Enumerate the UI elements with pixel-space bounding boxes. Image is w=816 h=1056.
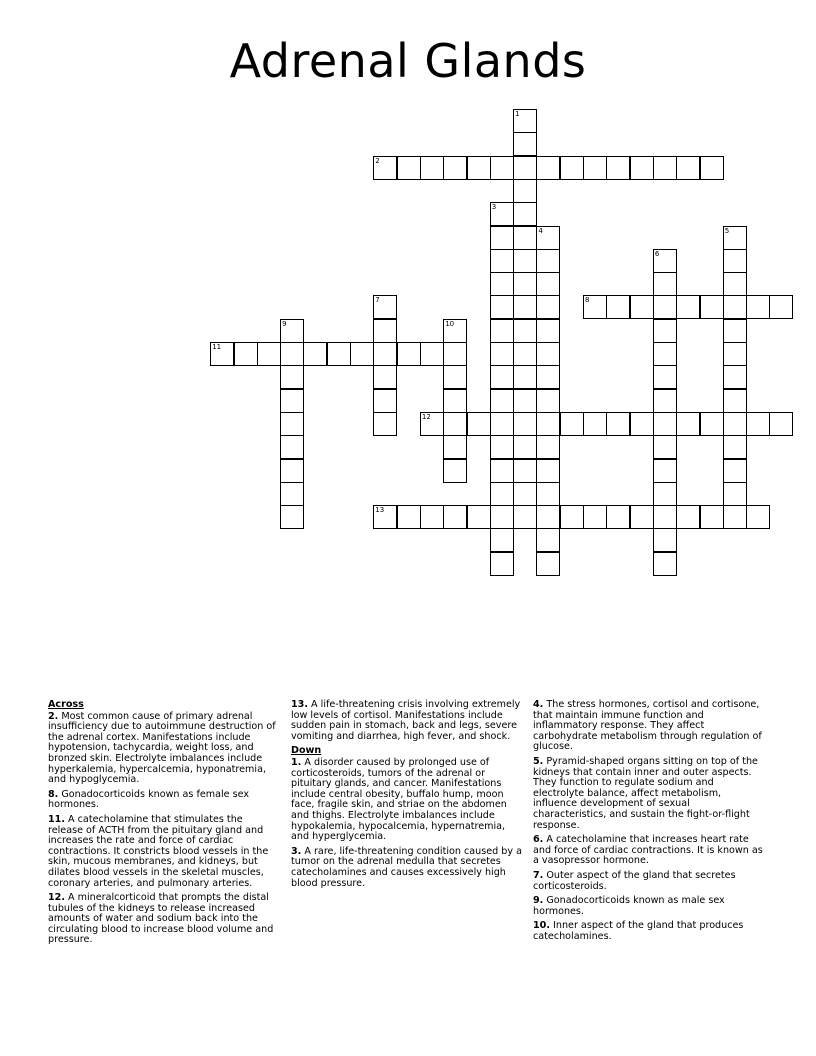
crossword-cell[interactable] — [443, 412, 467, 436]
crossword-cell[interactable] — [536, 505, 560, 529]
clue-number: 3 — [491, 203, 497, 212]
across-heading: Across — [48, 699, 84, 710]
clue-item — [48, 893, 280, 946]
clue-item — [533, 921, 765, 942]
crossword-cell[interactable] — [746, 295, 770, 319]
crossword-cell[interactable] — [653, 552, 677, 576]
crossword-cell[interactable] — [653, 412, 677, 436]
crossword-cell[interactable] — [490, 412, 514, 436]
crossword-cell[interactable] — [513, 505, 537, 529]
crossword-cell[interactable] — [490, 528, 514, 552]
crossword-cell[interactable] — [583, 412, 607, 436]
crossword-cell[interactable] — [513, 342, 537, 366]
crossword-cell[interactable] — [536, 295, 560, 319]
crossword-cell[interactable] — [443, 505, 467, 529]
clue-number-label: 7. — [533, 869, 544, 881]
crossword-cell[interactable] — [443, 459, 467, 483]
crossword-cell[interactable] — [653, 319, 677, 343]
crossword-cell[interactable] — [723, 249, 747, 273]
crossword-cell[interactable] — [769, 295, 793, 319]
crossword-cell[interactable] — [536, 249, 560, 273]
crossword-cell[interactable] — [653, 389, 677, 413]
crossword-cell[interactable] — [536, 552, 560, 576]
crossword-cell[interactable] — [513, 249, 537, 273]
crossword-cell[interactable] — [280, 319, 304, 343]
clue-item — [533, 871, 765, 892]
crossword-cell[interactable] — [490, 295, 514, 319]
crossword-cell[interactable] — [513, 272, 537, 296]
crossword-cell[interactable] — [653, 249, 677, 273]
crossword-cell[interactable] — [653, 295, 677, 319]
crossword-cell[interactable] — [280, 342, 304, 366]
crossword-cell[interactable] — [280, 389, 304, 413]
crossword-cell[interactable] — [653, 156, 677, 180]
crossword-cell[interactable] — [490, 156, 514, 180]
crossword-cell[interactable] — [653, 505, 677, 529]
crossword-cell[interactable] — [723, 295, 747, 319]
crossword-cell[interactable] — [490, 202, 514, 226]
clue-number: 1 — [515, 110, 520, 118]
clue-text: Gonadocorticoids known as male sex hormones. — [533, 895, 725, 917]
crossword-cell[interactable] — [653, 482, 677, 506]
crossword-cell[interactable] — [280, 365, 304, 389]
clue-item — [291, 700, 523, 742]
crossword-cell[interactable] — [280, 482, 304, 506]
crossword-cell[interactable] — [443, 389, 467, 413]
clue-text: A catecholamine that increases heart rate and force of cardiac contractions. It is known as a vasopressor hormone. — [533, 834, 763, 867]
crossword-cell[interactable] — [420, 412, 444, 436]
clues-column-1 — [48, 700, 280, 950]
crossword-cell[interactable] — [560, 505, 584, 529]
crossword-cell[interactable] — [723, 505, 747, 529]
crossword-cell[interactable] — [257, 342, 281, 366]
clue-number-label: 8. — [48, 788, 59, 800]
clue-number-label: 12. — [48, 892, 65, 904]
crossword-cell[interactable] — [583, 505, 607, 529]
crossword-cell[interactable] — [606, 505, 630, 529]
clue-text: A life-threatening crisis involving extremely low levels of cortisol. Manifestations include sudden pain in stomach, back and legs, severe vomiting and diarrhea, high fever, and shock. — [291, 699, 521, 742]
clue-item — [533, 757, 765, 831]
clue-number-label: 6. — [533, 834, 544, 846]
crossword-cell[interactable] — [723, 342, 747, 366]
crossword-cell[interactable] — [490, 435, 514, 459]
crossword-cell[interactable] — [769, 412, 793, 436]
crossword-cell[interactable] — [630, 412, 654, 436]
crossword-cell[interactable] — [723, 226, 747, 250]
crossword-cell[interactable] — [490, 482, 514, 506]
clue-number: 9 — [282, 319, 287, 328]
clue-number-label: 4. — [533, 699, 544, 710]
crossword-cell[interactable] — [700, 156, 724, 180]
clue-text: The stress hormones, cortisol and cortisone, that maintain immune function and inflammatory response. They affect carbohydrate metabolism through regulation of glucose. — [533, 699, 762, 753]
clues-column-2 — [291, 700, 523, 893]
clue-number: 2 — [375, 156, 380, 165]
clue-number-label: 13. — [291, 699, 308, 710]
clue-item — [48, 815, 280, 889]
crossword-cell[interactable] — [397, 342, 421, 366]
clue-number: 4 — [538, 226, 543, 235]
down-heading: Down — [291, 745, 322, 757]
clue-text: Inner aspect of the gland that produces catecholamines. — [533, 920, 744, 942]
crossword-cell[interactable] — [653, 528, 677, 552]
crossword-cell[interactable] — [327, 342, 351, 366]
crossword-cell[interactable] — [676, 412, 700, 436]
clue-number-label: 11. — [48, 813, 65, 825]
crossword-cell[interactable] — [210, 342, 234, 366]
clue-number: 6 — [654, 249, 660, 258]
crossword-cell[interactable] — [606, 295, 630, 319]
clue-item — [533, 700, 765, 753]
crossword-cell[interactable] — [490, 505, 514, 529]
crossword-cell[interactable] — [536, 389, 560, 413]
crossword-cell[interactable] — [536, 319, 560, 343]
crossword-cell[interactable] — [303, 342, 327, 366]
crossword-cell[interactable] — [700, 295, 724, 319]
crossword-cell[interactable] — [350, 342, 374, 366]
crossword-cell[interactable] — [443, 156, 467, 180]
crossword-cell[interactable] — [513, 459, 537, 483]
crossword-cell[interactable] — [653, 342, 677, 366]
crossword-cell[interactable] — [513, 389, 537, 413]
crossword-cell[interactable] — [700, 505, 724, 529]
crossword-cell[interactable] — [490, 226, 514, 250]
crossword-cell[interactable] — [723, 482, 747, 506]
clue-text: Most common cause of primary adrenal insufficiency due to autoimmune destruction of the adrenal cortex. Manifestations include hypotension, tachycardia, weight loss, and bronzed skin. Electrolyte imbalances include hyperkalemia, hypercalcemia, hyponatremia, and hypoglycemia. — [48, 710, 276, 786]
crossword-cell[interactable] — [490, 342, 514, 366]
crossword-cell[interactable] — [513, 179, 537, 203]
clue-item — [48, 712, 280, 786]
crossword-cell[interactable] — [536, 435, 560, 459]
crossword-cell[interactable] — [513, 226, 537, 250]
crossword-cell[interactable] — [536, 342, 560, 366]
clue-number: 5 — [724, 226, 730, 235]
crossword-cell[interactable] — [536, 365, 560, 389]
crossword-cell[interactable] — [536, 412, 560, 436]
crossword-cell[interactable] — [630, 505, 654, 529]
crossword-cell[interactable] — [397, 505, 421, 529]
crossword-cell[interactable] — [676, 295, 700, 319]
clue-number: 7 — [375, 296, 380, 305]
crossword-cell[interactable] — [490, 552, 514, 576]
crossword-cell[interactable] — [630, 295, 654, 319]
crossword-cell[interactable] — [723, 319, 747, 343]
crossword-cell[interactable] — [536, 459, 560, 483]
crossword-cell[interactable] — [373, 156, 397, 180]
crossword-cell[interactable] — [513, 365, 537, 389]
crossword-cell[interactable] — [490, 272, 514, 296]
crossword-cell[interactable] — [746, 505, 770, 529]
crossword-cell[interactable] — [536, 226, 560, 250]
crossword-cell[interactable] — [723, 412, 747, 436]
crossword-cell[interactable] — [373, 342, 397, 366]
crossword-cell[interactable] — [280, 505, 304, 529]
crossword-cell[interactable] — [490, 459, 514, 483]
clue-number-label: 2. — [48, 710, 59, 722]
crossword-cell[interactable] — [443, 342, 467, 366]
crossword-cell[interactable] — [583, 156, 607, 180]
clue-text: A catecholamine that stimulates the release of ACTH from the pituitary gland and increases the rate and force of cardiac contractions. It constricts blood vessels in the skin, mucous membranes, and kidneys, but dilates blood vessels in the skeletal muscles, coronary arteries, and pulmonary arteries. — [48, 813, 269, 889]
clue-number: 10 — [445, 319, 455, 328]
crossword-cell[interactable] — [443, 435, 467, 459]
clue-item — [533, 835, 765, 867]
clue-number: 8 — [585, 296, 590, 305]
crossword-cell[interactable] — [467, 412, 491, 436]
crossword-cell[interactable] — [443, 319, 467, 343]
page-title: Adrenal Glands — [229, 34, 587, 88]
clue-text: A disorder caused by prolonged use of corticosteroids, tumors of the adrenal or pituitary glands, and cancer. Manifestations include central obesity, buffalo hump, moon face, fragile skin, and striae on the abdomen and thighs. Electrolyte imbalances include hypokalemia, hypocalcemia, hypernatremia, and hyperglycemia. — [291, 756, 507, 843]
crossword-cell[interactable] — [676, 156, 700, 180]
crossword-cell[interactable] — [467, 156, 491, 180]
crossword-cell[interactable] — [700, 412, 724, 436]
crossword-cell[interactable] — [653, 272, 677, 296]
crossword-cell[interactable] — [723, 459, 747, 483]
crossword-cell[interactable] — [746, 412, 770, 436]
crossword-cell[interactable] — [536, 156, 560, 180]
crossword-cell[interactable] — [490, 319, 514, 343]
crossword-cell[interactable] — [443, 365, 467, 389]
crossword-cell[interactable] — [234, 342, 258, 366]
crossword-cell[interactable] — [723, 435, 747, 459]
crossword-cell[interactable] — [373, 365, 397, 389]
clue-number-label: 1. — [291, 756, 302, 768]
crossword-cell[interactable] — [606, 156, 630, 180]
crossword-cell[interactable] — [606, 412, 630, 436]
crossword-cell[interactable] — [653, 365, 677, 389]
crossword-cell[interactable] — [513, 435, 537, 459]
crossword-cell[interactable] — [653, 435, 677, 459]
crossword-cell[interactable] — [397, 156, 421, 180]
clue-number-label: 5. — [533, 755, 544, 767]
clue-item — [291, 847, 523, 889]
crossword-cell[interactable] — [490, 365, 514, 389]
crossword-cell[interactable] — [420, 342, 444, 366]
clue-text: Pyramid-shaped organs sitting on top of the kidneys that contain inner and outer aspects. They function to regulate sodium and electrolyte balance, affect metabolism, influence development of sexual characteristics, and sustain the fight-or-flight response. — [533, 755, 758, 831]
crossword-cell[interactable] — [513, 202, 537, 226]
clue-number-label: 10. — [533, 920, 550, 932]
crossword-cell[interactable] — [560, 412, 584, 436]
crossword-cell[interactable] — [723, 365, 747, 389]
crossword-cell[interactable] — [583, 295, 607, 319]
clue-number: 11 — [212, 343, 222, 351]
crossword-cell[interactable] — [280, 435, 304, 459]
crossword-cell[interactable] — [280, 459, 304, 483]
crossword-cell[interactable] — [513, 132, 537, 156]
crossword-cell[interactable] — [373, 295, 397, 319]
clue-number: 13 — [375, 506, 385, 515]
clues-column-3 — [533, 700, 765, 946]
crossword-cell[interactable] — [513, 109, 537, 133]
crossword-cell[interactable] — [490, 249, 514, 273]
clue-text: A rare, life-threatening condition caused by a tumor on the adrenal medulla that secretes catecholamines and causes excessively high blood pressure. — [291, 845, 522, 889]
crossword-cell[interactable] — [280, 412, 304, 436]
crossword-cell[interactable] — [513, 412, 537, 436]
crossword-cell[interactable] — [467, 505, 491, 529]
crossword-cell[interactable] — [723, 272, 747, 296]
crossword-cell[interactable] — [513, 295, 537, 319]
crossword-cell[interactable] — [373, 412, 397, 436]
crossword-cell[interactable] — [723, 389, 747, 413]
clue-item — [48, 790, 280, 811]
crossword-cell[interactable] — [490, 389, 514, 413]
crossword-cell[interactable] — [676, 505, 700, 529]
crossword-cell[interactable] — [373, 389, 397, 413]
clue-item — [291, 758, 523, 843]
crossword-cell[interactable] — [373, 319, 397, 343]
crossword-cell[interactable] — [536, 482, 560, 506]
crossword-cell[interactable] — [560, 156, 584, 180]
crossword-cell[interactable] — [536, 272, 560, 296]
clue-number-label: 9. — [533, 895, 544, 907]
crossword-cell[interactable] — [536, 528, 560, 552]
crossword-cell[interactable] — [513, 156, 537, 180]
clue-item — [533, 896, 765, 917]
crossword-cell[interactable] — [420, 505, 444, 529]
clue-text: A mineralcorticoid that prompts the distal tubules of the kidneys to release increased amounts of water and sodium back into the circulating blood to increase blood volume and pressure. — [48, 892, 274, 946]
crossword-cell[interactable] — [630, 156, 654, 180]
crossword-cell[interactable] — [513, 319, 537, 343]
clue-text: Outer aspect of the gland that secretes corticosteroids. — [533, 869, 736, 892]
clue-number: 12 — [421, 412, 431, 421]
clue-text: Gonadocorticoids known as female sex hormones. — [48, 788, 250, 811]
clue-number-label: 3. — [291, 845, 302, 857]
crossword-cell[interactable] — [653, 459, 677, 483]
crossword-cell[interactable] — [420, 156, 444, 180]
crossword-cell[interactable] — [373, 505, 397, 529]
